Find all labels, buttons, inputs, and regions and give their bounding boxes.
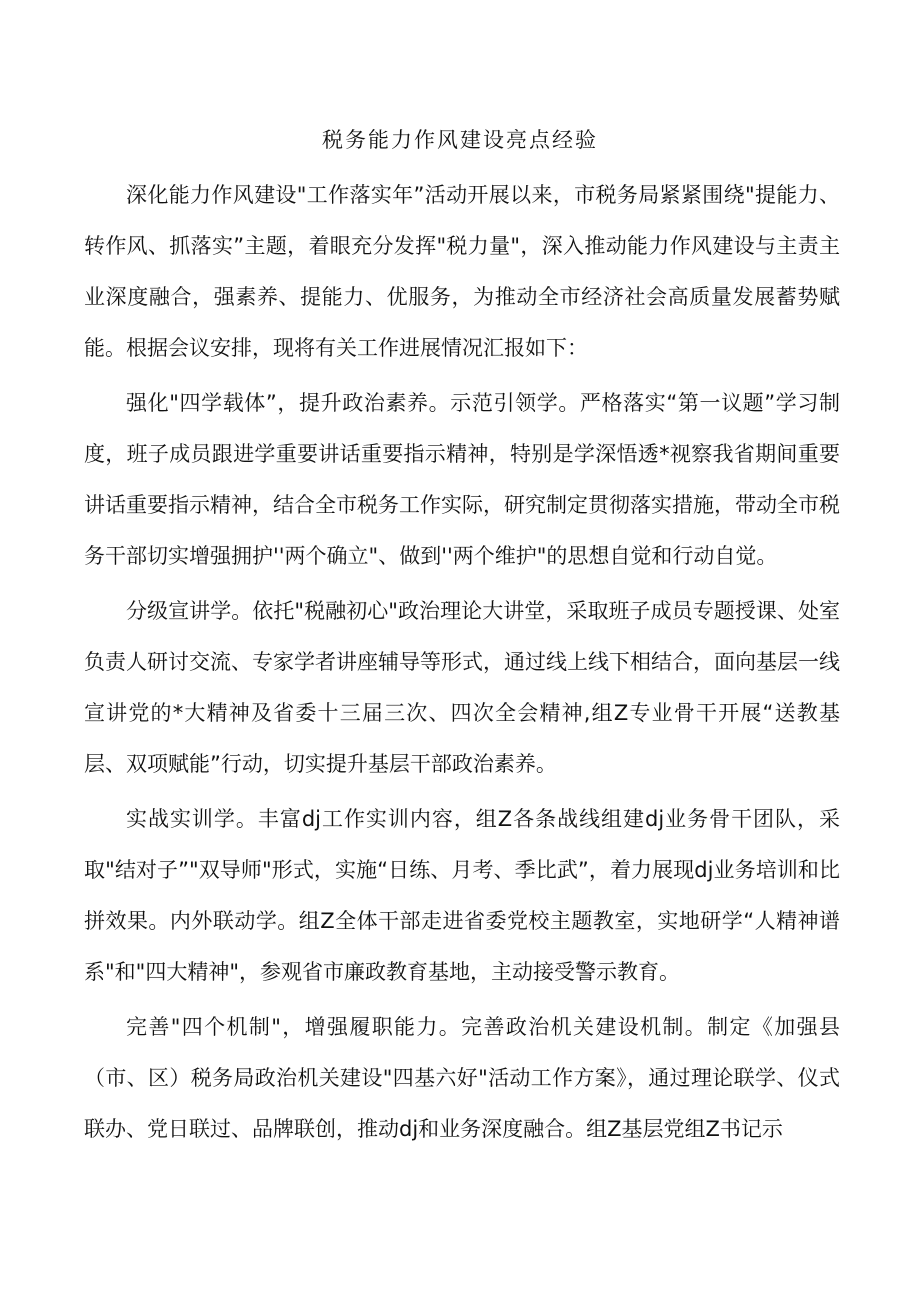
paragraph-tiered-lectures: 分级宣讲学。依托"税融初心"政治理论大讲堂，采取班子成员专题授课、处室负责人研讨交流、专家学者讲座辅导等形式，通过线上线下相结合，面向基层一线宣讲党的*大精神及省委十三届三次、四次全会精神,组Z专业骨干开展“送教基层、双项赋能”行动，切实提升基层干部政治素养。 bbox=[84, 599, 840, 776]
document-body bbox=[84, 170, 840, 1155]
paragraph-four-mechanisms: 完善"四个机制"，增强履职能力。完善政治机关建设机制。制定《加强县（市、区）税务局政治机关建设"四基六好"活动工作方案》，通过理论联学、仪式联办、党日联过、品牌联创，推动dj和业务深度融合。组Z基层党组Z书记示 bbox=[84, 1015, 840, 1141]
paragraph-intro: 深化能力作风建设"工作落实年”活动开展以来，市税务局紧紧围绕"提能力、转作风、抓落实”主题，着眼充分发挥"税力量"，深入推动能力作风建设与主责主业深度融合，强素养、提能力、优服务，为推动全市经济社会高质量发展蓄势赋能。根据会议安排，现将有关工作进展情况汇报如下： bbox=[84, 183, 840, 360]
paragraph-practical-training: 实战实训学。丰富dj工作实训内容，组Z各条战线组建dj业务骨干团队，采取"结对子”"双导师"形式，实施“日练、月考、季比武”，着力展现dj业务培训和比拼效果。内外联动学。组Z全体干部走进省委党校主题教室，实地研学“人精神谱系"和"四大精神"，参观省市廉政教育基地，主动接受警示教育。 bbox=[84, 807, 840, 984]
paragraph-political-literacy: 强化"四学载体”，提升政治素养。示范引领学。严格落实“第一议题”学习制度，班子成员跟进学重要讲话重要指示精神，特别是学深悟透*视察我省期间重要讲话重要指示精神，结合全市税务工作实际，研究制定贯彻落实措施，带动全市税务干部切实增强拥护''两个确立"、做到''两个维护"的思想自觉和行动自觉。 bbox=[84, 391, 840, 568]
document-title: 税务能力作风建设亮点经验 bbox=[322, 128, 598, 152]
